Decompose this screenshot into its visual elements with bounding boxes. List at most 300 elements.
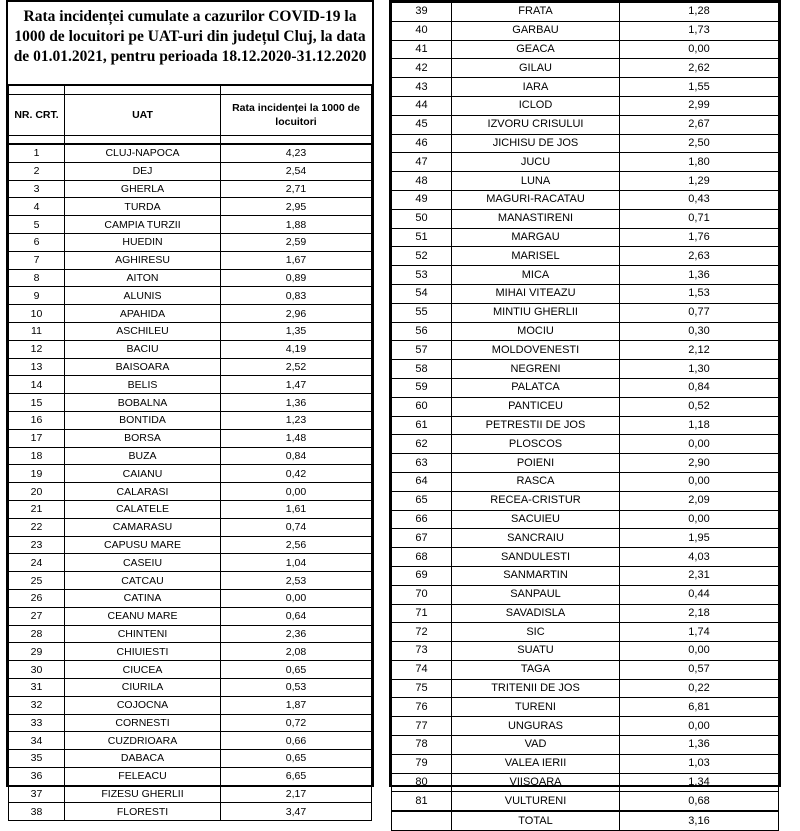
rate-cell: 2,36 — [221, 625, 372, 643]
nr-cell: 78 — [392, 736, 452, 755]
nr-cell: 70 — [392, 585, 452, 604]
nr-cell: 8 — [9, 269, 65, 287]
nr-cell: 33 — [9, 714, 65, 732]
document-title: Rata incidenței cumulate a cazurilor COVID-19 la 1000 de locuitori pe UAT-uri din județul Cluj, la data de 01.01.2021, pentru perioada 18.12.2020-31.12.2020 — [13, 8, 367, 65]
uat-cell: CATCAU — [65, 572, 221, 590]
uat-cell: GEACA — [452, 40, 620, 59]
table-row — [392, 40, 779, 59]
table-row — [392, 454, 779, 473]
nr-cell: 72 — [392, 623, 452, 642]
table-row — [9, 500, 372, 518]
uat-cell: CALARASI — [65, 483, 221, 501]
uat-cell: TURDA — [65, 198, 221, 216]
nr-cell: 68 — [392, 548, 452, 567]
nr-cell: 26 — [9, 589, 65, 607]
table-row — [9, 554, 372, 572]
nr-cell: 13 — [9, 358, 65, 376]
table-row — [9, 322, 372, 340]
rate-cell: 0,74 — [221, 518, 372, 536]
table-row — [9, 572, 372, 590]
table-row — [392, 96, 779, 115]
nr-cell: 36 — [9, 767, 65, 785]
header-row — [9, 95, 372, 136]
nr-cell: 23 — [9, 536, 65, 554]
table-row — [392, 604, 779, 623]
uat-cell: PALATCA — [452, 378, 620, 397]
rate-cell: 0,84 — [221, 447, 372, 465]
nr-cell: 31 — [9, 678, 65, 696]
uat-cell: CIUCEA — [65, 661, 221, 679]
uat-cell: GARBAU — [452, 21, 620, 40]
rate-cell: 0,00 — [221, 589, 372, 607]
rate-cell: 2,09 — [620, 491, 779, 510]
nr-cell: 4 — [9, 198, 65, 216]
table-row — [9, 180, 372, 198]
uat-cell: GILAU — [452, 59, 620, 78]
uat-cell: JICHISU DE JOS — [452, 134, 620, 153]
rate-cell: 1,80 — [620, 153, 779, 172]
uat-cell: MARISEL — [452, 247, 620, 266]
rate-cell: 1,30 — [620, 360, 779, 379]
uat-cell: SACUIEU — [452, 510, 620, 529]
table-row — [9, 216, 372, 234]
table-row — [392, 491, 779, 510]
table-row — [9, 803, 372, 821]
rate-cell: 2,31 — [620, 566, 779, 585]
uat-cell: PETRESTII DE JOS — [452, 416, 620, 435]
rate-cell: 1,23 — [221, 411, 372, 429]
uat-cell: CLUJ-NAPOCA — [65, 144, 221, 162]
rate-cell: 0,57 — [620, 660, 779, 679]
table-row — [9, 233, 372, 251]
rate-cell: 1,73 — [620, 21, 779, 40]
uat-cell: MINTIU GHERLII — [452, 303, 620, 322]
nr-cell: 7 — [9, 251, 65, 269]
uat-cell: VULTURENI — [452, 792, 620, 811]
table-row — [392, 115, 779, 134]
rate-cell: 2,71 — [221, 180, 372, 198]
uat-cell: TRITENII DE JOS — [452, 679, 620, 698]
uat-cell: BELIS — [65, 376, 221, 394]
table-row — [392, 623, 779, 642]
uat-cell: SANPAUL — [452, 585, 620, 604]
table-row — [392, 754, 779, 773]
rate-cell: 0,43 — [620, 190, 779, 209]
nr-cell: 34 — [9, 732, 65, 750]
uat-cell: FELEACU — [65, 767, 221, 785]
rate-cell: 3,47 — [221, 803, 372, 821]
rate-cell: 0,65 — [221, 750, 372, 768]
uat-cell: IZVORU CRISULUI — [452, 115, 620, 134]
table-row — [392, 134, 779, 153]
rate-cell: 1,36 — [620, 266, 779, 285]
nr-cell: 39 — [392, 3, 452, 22]
nr-cell: 9 — [9, 287, 65, 305]
uat-cell: RECEA-CRISTUR — [452, 491, 620, 510]
nr-cell: 17 — [9, 429, 65, 447]
nr-cell: 38 — [9, 803, 65, 821]
rate-cell: 0,00 — [221, 483, 372, 501]
nr-cell: 79 — [392, 754, 452, 773]
rate-cell: 2,53 — [221, 572, 372, 590]
table-row — [9, 376, 372, 394]
nr-cell: 71 — [392, 604, 452, 623]
rate-cell: 2,12 — [620, 341, 779, 360]
rate-cell: 2,50 — [620, 134, 779, 153]
uat-cell: JUCU — [452, 153, 620, 172]
nr-cell: 25 — [9, 572, 65, 590]
uat-cell: CIURILA — [65, 678, 221, 696]
table-row — [9, 251, 372, 269]
rate-cell: 2,18 — [620, 604, 779, 623]
table-row — [9, 536, 372, 554]
nr-cell: 27 — [9, 607, 65, 625]
nr-cell: 74 — [392, 660, 452, 679]
table-row — [392, 3, 779, 22]
uat-cell: FLORESTI — [65, 803, 221, 821]
nr-cell: 81 — [392, 792, 452, 811]
table-row — [9, 447, 372, 465]
nr-cell: 30 — [9, 661, 65, 679]
uat-cell: BAISOARA — [65, 358, 221, 376]
rate-cell: 1,61 — [221, 500, 372, 518]
uat-cell: ALUNIS — [65, 287, 221, 305]
nr-cell: 73 — [392, 642, 452, 661]
nr-cell: 35 — [9, 750, 65, 768]
table-row — [392, 510, 779, 529]
uat-cell: MIHAI VITEAZU — [452, 284, 620, 303]
table-row — [392, 153, 779, 172]
table-row — [392, 435, 779, 454]
uat-cell: CAMPIA TURZII — [65, 216, 221, 234]
header-uat: UAT — [65, 95, 221, 136]
rate-cell: 1,67 — [221, 251, 372, 269]
uat-cell: DEJ — [65, 162, 221, 180]
rate-cell: 1,88 — [221, 216, 372, 234]
rate-cell: 2,52 — [221, 358, 372, 376]
rate-cell: 2,96 — [221, 305, 372, 323]
table-row — [9, 358, 372, 376]
uat-cell: LUNA — [452, 172, 620, 191]
table-row — [392, 397, 779, 416]
rate-cell: 4,23 — [221, 144, 372, 162]
nr-cell: 14 — [9, 376, 65, 394]
rate-cell: 0,83 — [221, 287, 372, 305]
table-row — [9, 714, 372, 732]
table-row — [392, 529, 779, 548]
rate-cell: 1,28 — [620, 3, 779, 22]
table-row — [392, 378, 779, 397]
table-row — [9, 643, 372, 661]
nr-cell: 58 — [392, 360, 452, 379]
table-row — [392, 642, 779, 661]
uat-cell: MICA — [452, 266, 620, 285]
table-row — [392, 660, 779, 679]
uat-cell: SANCRAIU — [452, 529, 620, 548]
nr-cell: 46 — [392, 134, 452, 153]
nr-cell: 66 — [392, 510, 452, 529]
table-row — [9, 162, 372, 180]
table-row — [9, 589, 372, 607]
uat-cell: BORSA — [65, 429, 221, 447]
nr-cell: 6 — [9, 233, 65, 251]
nr-cell: 18 — [9, 447, 65, 465]
table-row — [392, 284, 779, 303]
rate-cell: 4,03 — [620, 548, 779, 567]
table-row — [392, 78, 779, 97]
uat-cell: CASEIU — [65, 554, 221, 572]
nr-cell: 76 — [392, 698, 452, 717]
nr-cell: 2 — [9, 162, 65, 180]
rate-cell: 2,59 — [221, 233, 372, 251]
table-row — [392, 172, 779, 191]
nr-cell: 19 — [9, 465, 65, 483]
rate-cell: 1,03 — [620, 754, 779, 773]
total-nr-cell — [392, 811, 452, 830]
total-label-cell: TOTAL — [452, 811, 620, 830]
rate-cell: 0,00 — [620, 435, 779, 454]
rate-cell: 0,00 — [620, 40, 779, 59]
uat-cell: VAD — [452, 736, 620, 755]
nr-cell: 15 — [9, 394, 65, 412]
total-row — [392, 811, 779, 830]
nr-cell: 69 — [392, 566, 452, 585]
uat-cell: FRATA — [452, 3, 620, 22]
nr-cell: 40 — [392, 21, 452, 40]
nr-cell: 50 — [392, 209, 452, 228]
incidence-table-right — [391, 2, 779, 831]
uat-cell: TAGA — [452, 660, 620, 679]
table-row — [9, 144, 372, 162]
nr-cell: 3 — [9, 180, 65, 198]
rate-cell: 4,19 — [221, 340, 372, 358]
uat-cell: APAHIDA — [65, 305, 221, 323]
uat-cell: PANTICEU — [452, 397, 620, 416]
rate-cell: 2,95 — [221, 198, 372, 216]
rate-cell: 1,35 — [221, 322, 372, 340]
nr-cell: 45 — [392, 115, 452, 134]
rate-cell: 0,89 — [221, 269, 372, 287]
uat-cell: BACIU — [65, 340, 221, 358]
nr-cell: 51 — [392, 228, 452, 247]
nr-cell: 53 — [392, 266, 452, 285]
rate-cell: 0,30 — [620, 322, 779, 341]
nr-cell: 10 — [9, 305, 65, 323]
table-row — [9, 394, 372, 412]
nr-cell: 57 — [392, 341, 452, 360]
uat-cell: VIISOARA — [452, 773, 620, 792]
rate-cell: 1,18 — [620, 416, 779, 435]
uat-cell: HUEDIN — [65, 233, 221, 251]
uat-cell: PLOSCOS — [452, 435, 620, 454]
uat-cell: CUZDRIOARA — [65, 732, 221, 750]
table-row — [392, 322, 779, 341]
header-rate: Rata incidenței la 1000 de locuitori — [221, 95, 372, 136]
rate-cell: 1,74 — [620, 623, 779, 642]
nr-cell: 54 — [392, 284, 452, 303]
uat-cell: CHINTENI — [65, 625, 221, 643]
rate-cell: 2,67 — [620, 115, 779, 134]
uat-cell: VALEA IERII — [452, 754, 620, 773]
uat-cell: BUZA — [65, 447, 221, 465]
nr-cell: 63 — [392, 454, 452, 473]
table-row — [9, 411, 372, 429]
nr-cell: 12 — [9, 340, 65, 358]
uat-cell: BOBALNA — [65, 394, 221, 412]
table-row — [392, 228, 779, 247]
rate-cell: 0,68 — [620, 792, 779, 811]
nr-cell: 41 — [392, 40, 452, 59]
table-row — [392, 303, 779, 322]
rate-cell: 0,44 — [620, 585, 779, 604]
left-table-panel — [6, 0, 374, 818]
rate-cell: 1,04 — [221, 554, 372, 572]
uat-cell: CAIANU — [65, 465, 221, 483]
uat-cell: MAGURI-RACATAU — [452, 190, 620, 209]
rate-cell: 2,62 — [620, 59, 779, 78]
table-row — [392, 341, 779, 360]
header-spacer-row — [9, 85, 372, 95]
nr-cell: 16 — [9, 411, 65, 429]
nr-cell: 49 — [392, 190, 452, 209]
uat-cell: FIZESU GHERLII — [65, 785, 221, 803]
table-row — [9, 483, 372, 501]
header-divider-row — [9, 136, 372, 145]
uat-cell: TURENI — [452, 698, 620, 717]
rate-cell: 0,72 — [221, 714, 372, 732]
table-row — [392, 209, 779, 228]
table-row — [9, 767, 372, 785]
uat-cell: SAVADISLA — [452, 604, 620, 623]
rate-cell: 1,48 — [221, 429, 372, 447]
rate-cell: 1,47 — [221, 376, 372, 394]
uat-cell: MANASTIRENI — [452, 209, 620, 228]
nr-cell: 20 — [9, 483, 65, 501]
nr-cell: 75 — [392, 679, 452, 698]
table-row — [9, 696, 372, 714]
uat-cell: CAPUSU MARE — [65, 536, 221, 554]
uat-cell: AGHIRESU — [65, 251, 221, 269]
table-row — [9, 429, 372, 447]
uat-cell: CALATELE — [65, 500, 221, 518]
right-table-panel — [389, 0, 781, 827]
table-row — [9, 661, 372, 679]
table-row — [9, 465, 372, 483]
rate-cell: 0,00 — [620, 472, 779, 491]
rate-cell: 2,56 — [221, 536, 372, 554]
uat-cell: NEGRENI — [452, 360, 620, 379]
nr-cell: 67 — [392, 529, 452, 548]
uat-cell: IARA — [452, 78, 620, 97]
table-row — [9, 625, 372, 643]
incidence-table-left — [8, 84, 372, 821]
nr-cell: 48 — [392, 172, 452, 191]
rate-cell: 1,53 — [620, 284, 779, 303]
nr-cell: 59 — [392, 378, 452, 397]
table-row — [392, 698, 779, 717]
table-row — [392, 792, 779, 811]
nr-cell: 56 — [392, 322, 452, 341]
table-row — [392, 190, 779, 209]
table-row — [9, 678, 372, 696]
nr-cell: 11 — [9, 322, 65, 340]
table-row — [392, 59, 779, 78]
table-row — [9, 198, 372, 216]
table-row — [392, 736, 779, 755]
table-row — [392, 360, 779, 379]
rate-cell: 2,99 — [620, 96, 779, 115]
rate-cell: 1,34 — [620, 773, 779, 792]
uat-cell: CEANU MARE — [65, 607, 221, 625]
rate-cell: 1,55 — [620, 78, 779, 97]
table-row — [9, 269, 372, 287]
uat-cell: ICLOD — [452, 96, 620, 115]
rate-cell: 6,65 — [221, 767, 372, 785]
table-row — [392, 566, 779, 585]
uat-cell: MARGAU — [452, 228, 620, 247]
nr-cell: 29 — [9, 643, 65, 661]
uat-cell: SANDULESTI — [452, 548, 620, 567]
rate-cell: 2,90 — [620, 454, 779, 473]
header-nr: NR. CRT. — [9, 95, 65, 136]
table-row — [392, 21, 779, 40]
uat-cell: POIENI — [452, 454, 620, 473]
table-row — [9, 732, 372, 750]
nr-cell: 60 — [392, 397, 452, 416]
nr-cell: 22 — [9, 518, 65, 536]
rate-cell: 2,17 — [221, 785, 372, 803]
table-row — [9, 750, 372, 768]
rate-cell: 0,64 — [221, 607, 372, 625]
nr-cell: 37 — [9, 785, 65, 803]
table-row — [392, 247, 779, 266]
rate-cell: 0,42 — [221, 465, 372, 483]
uat-cell: SANMARTIN — [452, 566, 620, 585]
rate-cell: 1,76 — [620, 228, 779, 247]
rate-cell: 1,29 — [620, 172, 779, 191]
table-row — [392, 773, 779, 792]
nr-cell: 62 — [392, 435, 452, 454]
nr-cell: 5 — [9, 216, 65, 234]
nr-cell: 28 — [9, 625, 65, 643]
rate-cell: 0,22 — [620, 679, 779, 698]
table-row — [392, 472, 779, 491]
rate-cell: 6,81 — [620, 698, 779, 717]
table-row — [9, 785, 372, 803]
rate-cell: 0,71 — [620, 209, 779, 228]
uat-cell: DABACA — [65, 750, 221, 768]
uat-cell: UNGURAS — [452, 717, 620, 736]
table-row — [392, 717, 779, 736]
table-row — [9, 518, 372, 536]
rate-cell: 0,00 — [620, 510, 779, 529]
table-row — [392, 416, 779, 435]
uat-cell: CATINA — [65, 589, 221, 607]
uat-cell: SIC — [452, 623, 620, 642]
rate-cell: 0,00 — [620, 717, 779, 736]
rate-cell: 1,36 — [221, 394, 372, 412]
rate-cell: 1,87 — [221, 696, 372, 714]
table-row — [9, 607, 372, 625]
rate-cell: 1,95 — [620, 529, 779, 548]
rate-cell: 0,53 — [221, 678, 372, 696]
nr-cell: 65 — [392, 491, 452, 510]
uat-cell: RASCA — [452, 472, 620, 491]
rate-cell: 2,54 — [221, 162, 372, 180]
nr-cell: 80 — [392, 773, 452, 792]
rate-cell: 0,77 — [620, 303, 779, 322]
table-row — [9, 305, 372, 323]
